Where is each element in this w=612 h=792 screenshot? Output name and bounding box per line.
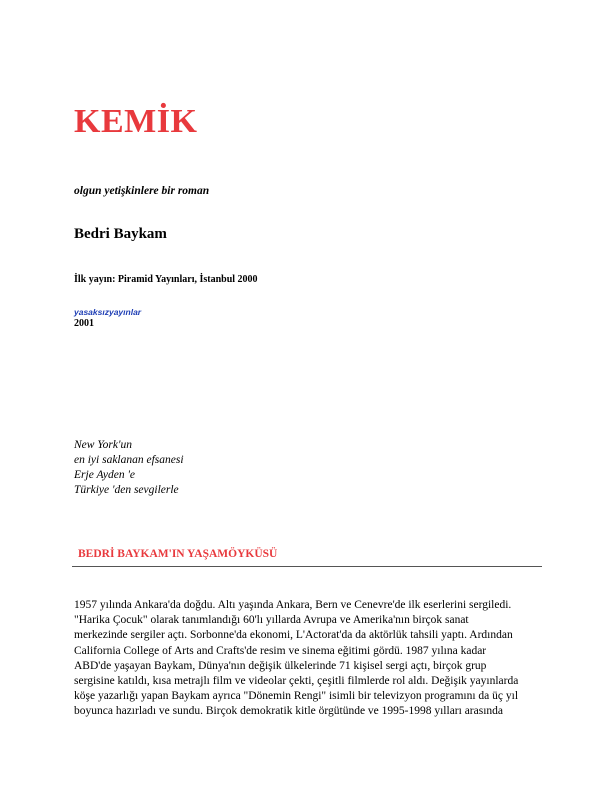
biography-line: California College of Arts and Crafts'de resim ve sinema eğitimi gördü. 1987 yılına kadar: [74, 644, 487, 657]
author-name: Bedri Baykam: [74, 226, 167, 242]
section-divider: [72, 566, 542, 567]
dedication-line: Erje Ayden 'e: [74, 469, 136, 481]
dedication-line: New York'un: [74, 439, 132, 451]
dedication-line: en iyi saklanan efsanesi: [74, 454, 184, 466]
biography-heading: BEDRİ BAYKAM'IN YAŞAMÖYKÜSÜ: [78, 548, 278, 560]
biography-text: [74, 598, 518, 720]
biography-line: merkezinde sergiler açtı. Sorbonne'da ekonomi, L'Actorat'da da aktörlük tahsili yaptı. Ardından: [74, 629, 513, 642]
dedication: [74, 438, 184, 498]
biography-line: "Harika Çocuk" olarak tanımlandığı 60'lı yıllarda Avrupa ve Amerika'nın birçok sanat: [74, 614, 469, 627]
biography-line: boyunca hazırladı ve sundu. Birçok demokratik kitle örgütünde ve 1995-1998 yılları arasında: [74, 705, 504, 718]
dedication-line: Türkiye 'den sevgilerle: [74, 484, 179, 496]
biography-line: sergisine katıldı, kısa metrajlı film ve videolar çekti, çeşitli filmlerde rol aldı. Değişik yayınlarda: [74, 675, 519, 688]
publisher-name[interactable]: yasaksızyayınlar: [74, 307, 142, 317]
first-edition-note: İlk yayın: Piramid Yayınları, İstanbul 2000: [74, 274, 258, 285]
publication-year: 2001: [74, 318, 94, 329]
book-title: KEMİK: [74, 103, 198, 140]
biography-line: 1957 yılında Ankara'da doğdu. Altı yaşında Ankara, Bern ve Cenevre'de ilk eserlerini sergiledi.: [74, 599, 512, 611]
biography-line: köşe yazarlığı yapan Baykam ayrıca "Dönemin Rengi" isimli bir televizyon programını da üç yıl: [74, 690, 519, 703]
book-subtitle: olgun yetişkinlere bir roman: [74, 185, 210, 197]
biography-line: ABD'de yaşayan Baykam, Dünya'nın değişik ülkelerinde 71 kişisel sergi açtı, birçok grup: [74, 659, 487, 672]
